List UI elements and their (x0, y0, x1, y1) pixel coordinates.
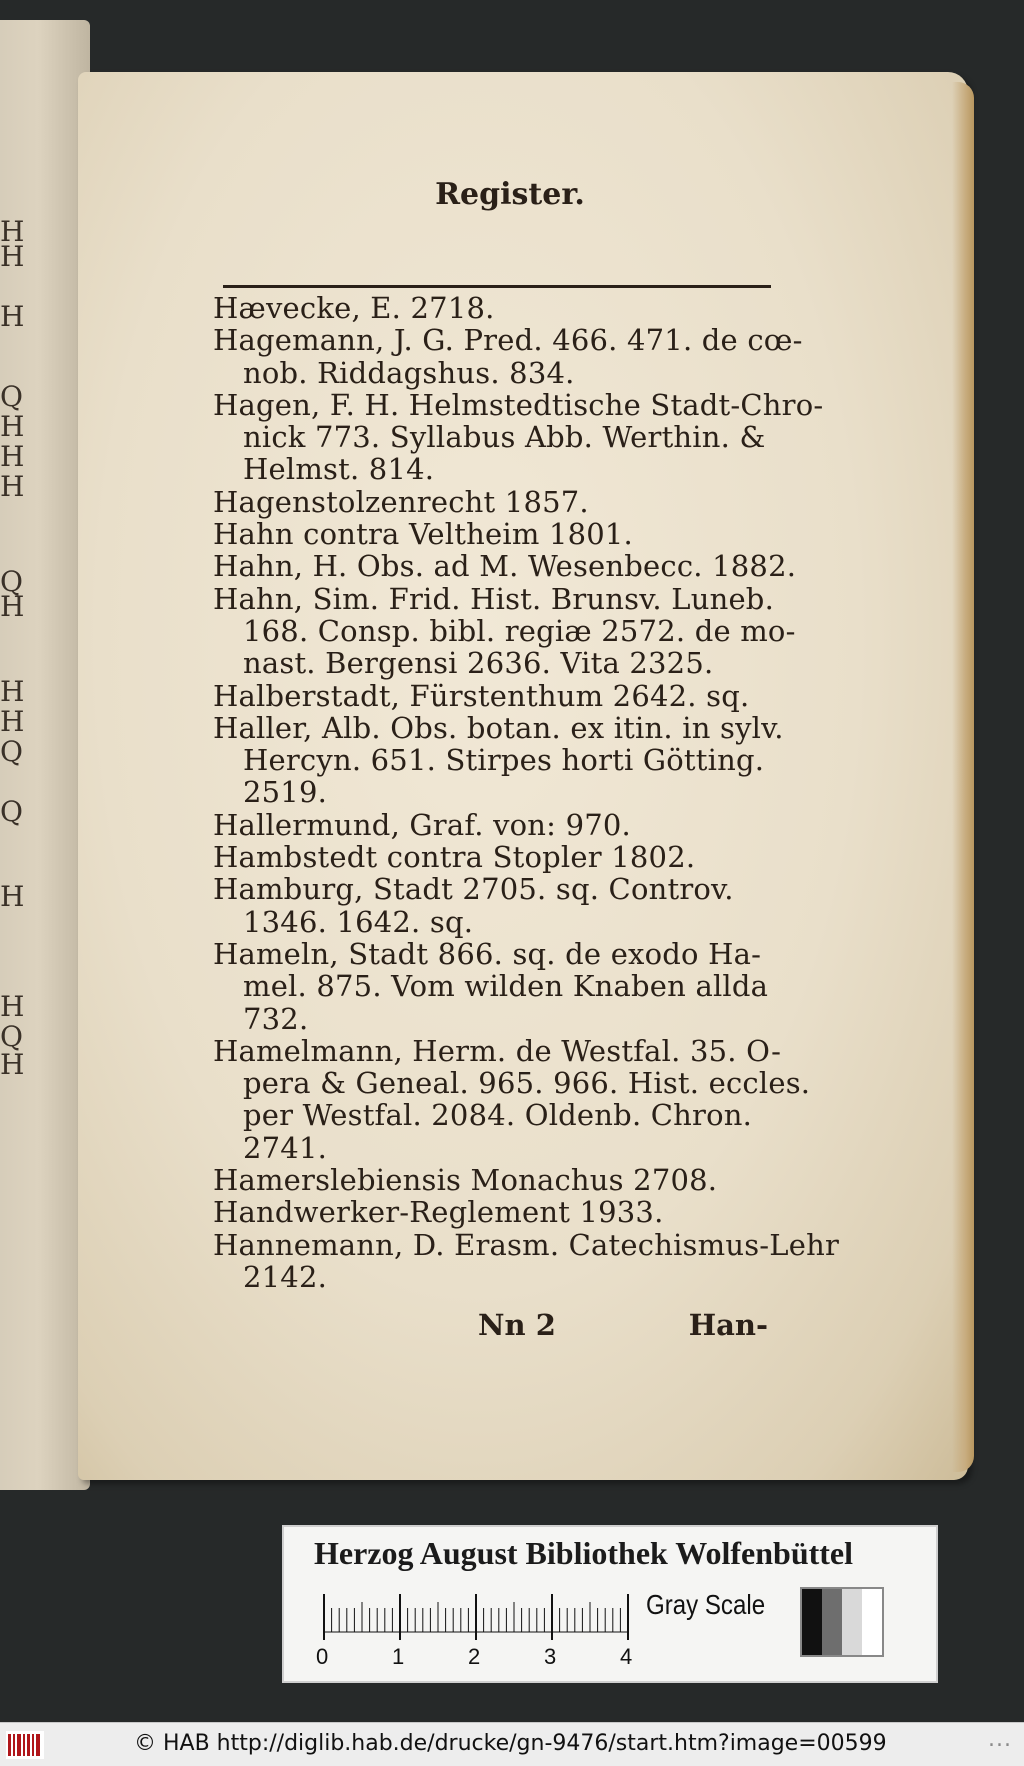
facing-page-letter: H (0, 215, 25, 248)
register-entry (213, 1196, 773, 1228)
entry-line: Hagenstolzenrecht 1857. (213, 484, 589, 519)
entry-line: Hahn contra Veltheim 1801. (213, 517, 633, 552)
color-target-card (282, 1525, 938, 1683)
source-link[interactable]: © HAB http://diglib.hab.de/drucke/gn-9476/start.htm?image=00599 (134, 1731, 887, 1756)
facing-page-letter: Q (0, 735, 23, 768)
target-title: Herzog August Bibliothek Wolfenbüttel (314, 1535, 854, 1571)
facing-page-letter: H (0, 1048, 25, 1081)
facing-page-letter: H (0, 300, 25, 333)
register-entry (213, 518, 773, 550)
ruler-number: 2 (468, 1644, 481, 1669)
register-entry (213, 938, 773, 1035)
entry-line: Hallermund, Graf. von: 970. (213, 807, 631, 842)
facing-page-letter: Q (0, 795, 23, 828)
facing-page-letter: H (0, 675, 25, 708)
entry-line: Hahn, Sim. Frid. Hist. Brunsv. Luneb. (213, 581, 774, 616)
entry-line: 168. Consp. bibl. regiæ 2572. de mo- (243, 613, 796, 648)
register-entry (213, 809, 773, 841)
entry-line: Hamelmann, Herm. de Westfal. 35. O- (213, 1033, 782, 1068)
register-entry (213, 841, 773, 873)
catchword: Han- (688, 1308, 768, 1342)
entry-line: per Westfal. 2084. Oldenb. Chron. (243, 1098, 753, 1133)
ruler-number: 4 (620, 1644, 633, 1669)
entry-line: Hahn, H. Obs. ad M. Wesenbecc. 1882. (213, 549, 797, 584)
register-entry (213, 549, 797, 584)
entry-line: Handwerker-Reglement 1933. (213, 1195, 664, 1230)
entry-line: 1346. 1642. sq. (243, 904, 474, 939)
entry-line: Hagen, F. H. Helmstedtische Stadt-Chro- (213, 387, 824, 422)
entry-line: Hagemann, J. G. Pred. 466. 471. de cœ- (213, 323, 803, 358)
facing-page-fragments (0, 20, 48, 1490)
entry-line: Hambstedt contra Stopler 1802. (213, 840, 696, 875)
entry-line: Helmst. 814. (243, 452, 435, 487)
entry-line: 2142. (243, 1259, 328, 1294)
entry-line: Hannemann, D. Erasm. Catechismus-Lehr (213, 1227, 840, 1262)
gray-swatch (842, 1589, 862, 1655)
entry-line: 2741. (243, 1130, 328, 1165)
more-options-icon[interactable]: ... (988, 1727, 1012, 1752)
facing-page-letter: H (0, 240, 25, 273)
ruler-number: 0 (316, 1644, 329, 1669)
register-entry (213, 486, 773, 518)
entry-line: Halberstadt, Fürstenthum 2642. sq. (213, 678, 750, 713)
ruler-ticks (320, 1592, 630, 1642)
head-rule (223, 285, 771, 288)
facing-page-letter: H (0, 590, 25, 623)
entry-line: nick 773. Syllabus Abb. Werthin. & (243, 420, 766, 455)
entry-line: Hævecke, E. 2718. (213, 291, 495, 325)
gray-swatch (862, 1589, 882, 1655)
grayscale-label: Gray Scale (646, 1589, 766, 1620)
register-entry (213, 292, 773, 324)
entry-line: 732. (243, 1001, 309, 1036)
entry-line: nast. Bergensi 2636. Vita 2325. (243, 646, 714, 681)
facing-page-letter: Q (0, 1020, 23, 1053)
gray-swatch (822, 1589, 842, 1655)
register-entries (213, 291, 840, 1294)
facing-page-letter: H (0, 410, 25, 443)
entry-line: Hamburg, Stadt 2705. sq. Controv. (213, 872, 734, 907)
facing-page-letter: H (0, 990, 25, 1023)
entry-line: Hameln, Stadt 866. sq. de exodo Ha- (213, 936, 762, 971)
scale-ruler (320, 1592, 630, 1642)
register-entry (213, 581, 796, 681)
entry-line: Hamerslebiensis Monachus 2708. (213, 1163, 718, 1198)
register-entry (213, 710, 784, 810)
register-entry (213, 1164, 773, 1196)
register-entry (213, 1033, 811, 1165)
facing-page-letter: H (0, 470, 25, 503)
entry-line: Hercyn. 651. Stirpes horti Götting. (243, 743, 765, 778)
facing-page-letter: H (0, 880, 25, 913)
hab-logo-icon (6, 1731, 44, 1759)
running-head: Register. (435, 177, 585, 212)
register-entry (213, 873, 773, 938)
entry-line: Haller, Alb. Obs. botan. ex itin. in sylv. (213, 710, 784, 745)
facing-page-letter: Q (0, 565, 23, 598)
entry-line: mel. 875. Vom wilden Knaben allda (243, 969, 769, 1004)
entry-line: pera & Geneal. 965. 966. Hist. eccles. (243, 1066, 811, 1101)
viewer-footer (0, 1722, 1024, 1766)
signature-mark: Nn 2 (478, 1308, 556, 1342)
register-entry (213, 323, 803, 390)
facing-page-letter: Q (0, 380, 23, 413)
facing-page-letter: H (0, 705, 25, 738)
entry-line: nob. Riddagshus. 834. (243, 355, 575, 390)
book-page (78, 72, 968, 1480)
gray-swatch (802, 1589, 822, 1655)
grayscale-swatches (800, 1587, 884, 1657)
ruler-number: 3 (544, 1644, 557, 1669)
register-entry (213, 1227, 840, 1294)
facing-page-letter: H (0, 440, 25, 473)
register-entry (213, 680, 773, 712)
register-entry (213, 387, 824, 487)
entry-line: 2519. (243, 775, 328, 810)
ruler-number: 1 (392, 1644, 405, 1669)
